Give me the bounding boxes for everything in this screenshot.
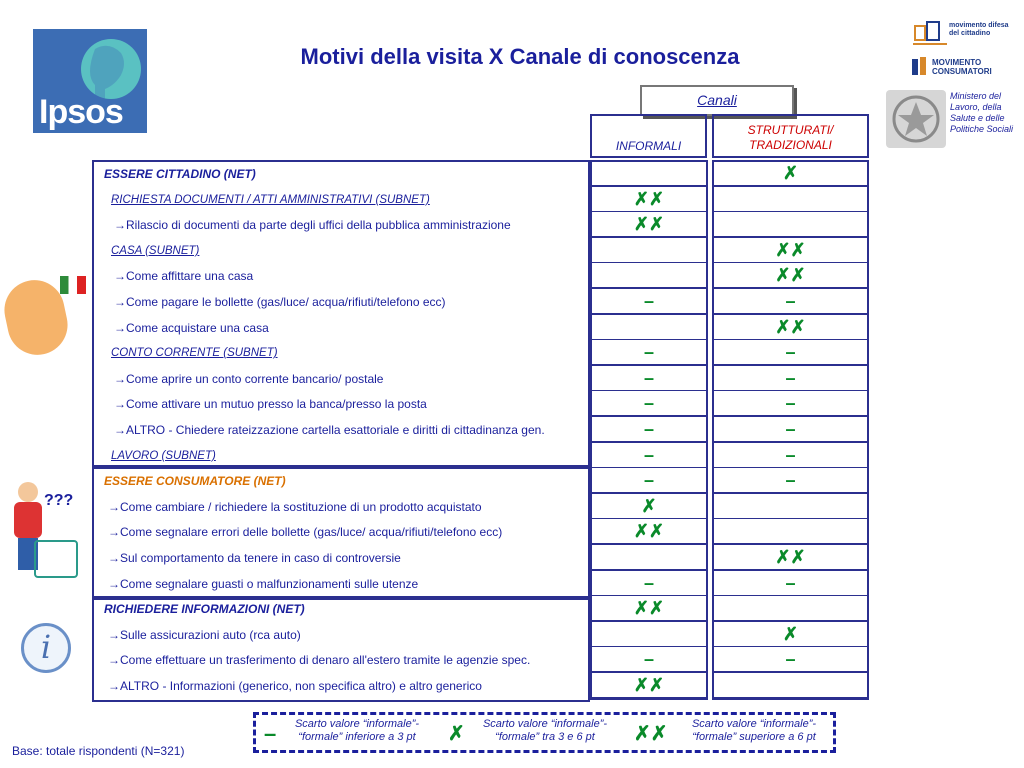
cell-informali — [591, 262, 707, 288]
row-label: →Come segnalare errori delle bollette (gas/luce/ acqua/rifiuti/telefono ecc) — [108, 525, 503, 539]
cell-informali: ✗ — [591, 493, 707, 519]
shopping-cart-icon — [34, 540, 78, 578]
partner-name-mdc: movimento difesa del cittadino — [949, 22, 1009, 37]
cell-strutturati: – — [713, 646, 868, 672]
row-label: ESSERE CONSUMATORE (NET) — [104, 474, 286, 488]
row-label: RICHIEDERE INFORMAZIONI (NET) — [104, 602, 305, 616]
cell-strutturati: – — [713, 390, 868, 416]
row-label: →Come pagare le bollette (gas/luce/ acqua/rifiuti/telefono ecc) — [114, 295, 446, 309]
row-label: →Come affittare una casa — [114, 269, 254, 283]
cell-informali: ✗✗ — [591, 672, 707, 698]
legend-dash-symbol: – — [264, 721, 277, 746]
ministry-name: Ministero del Lavoro, della Salute e delle Politiche Sociali — [950, 91, 1014, 134]
cell-strutturati — [713, 672, 868, 698]
legend — [253, 712, 836, 753]
row-label: →Come attivare un mutuo presso la banca/presso la posta — [114, 397, 427, 411]
cell-strutturati: – — [713, 416, 868, 442]
cell-informali: – — [591, 646, 707, 672]
cell-informali — [591, 544, 707, 570]
cell-informali: – — [591, 416, 707, 442]
cell-strutturati: ✗✗ — [713, 314, 868, 340]
row-label: →Come segnalare guasti o malfunzionamenti sulle utenze — [108, 577, 419, 591]
cell-strutturati: – — [713, 442, 868, 468]
cell-informali — [591, 621, 707, 647]
cell-informali — [591, 314, 707, 340]
page-title: Motivi della visita X Canale di conoscenza — [300, 44, 740, 69]
cell-informali: – — [591, 365, 707, 391]
cell-strutturati: ✗✗ — [713, 262, 868, 288]
cell-informali: ✗✗ — [591, 186, 707, 212]
cell-informali: ✗✗ — [591, 211, 707, 237]
mc-emblem-icon — [910, 55, 930, 79]
cell-informali — [591, 160, 707, 186]
info-icon: i — [21, 623, 71, 673]
column-header-strutturati: STRUTTURATI/ TRADIZIONALI — [712, 114, 869, 158]
mdc-emblem-icon — [913, 20, 947, 46]
cell-strutturati — [713, 493, 868, 519]
row-label: →Sul comportamento da tenere in caso di controversie — [108, 551, 401, 565]
partner-logo-mdc — [913, 20, 1013, 48]
cell-strutturati — [713, 186, 868, 212]
legend-double-x-symbol: ✗✗ — [634, 723, 668, 745]
column-header-informali: INFORMALI — [590, 114, 707, 158]
cell-informali: – — [591, 288, 707, 314]
cell-strutturati: ✗ — [713, 160, 868, 186]
cell-informali: – — [591, 390, 707, 416]
cell-informali: – — [591, 570, 707, 596]
row-label: →Come aprire un conto corrente bancario/ postale — [114, 372, 384, 386]
row-label: LAVORO (SUBNET) — [111, 450, 216, 462]
flag-icon — [60, 276, 86, 294]
cell-informali: ✗✗ — [591, 595, 707, 621]
ministry-emblem-icon — [886, 90, 946, 148]
cell-informali: ✗✗ — [591, 518, 707, 544]
row-label: →ALTRO - Chiedere rateizzazione cartella esattoriale e diritti di cittadinanza gen. — [114, 423, 545, 437]
legend-text-mid: Scarto valore “informale”- “formale” tra 3 e 6 pt — [482, 718, 608, 743]
partner-logo-mc — [910, 55, 1020, 81]
cell-informali: – — [591, 467, 707, 493]
question-marks: ??? — [44, 492, 74, 509]
canali-group-header: Canali — [640, 85, 794, 116]
cell-strutturati: ✗✗ — [713, 544, 868, 570]
legend-single-x-symbol: ✗ — [448, 723, 465, 745]
row-label: ESSERE CITTADINO (NET) — [104, 167, 256, 181]
row-label: RICHIESTA DOCUMENTI / ATTI AMMINISTRATIVI (SUBNET) — [111, 194, 430, 206]
row-label: →Rilascio di documenti da parte degli uffici della pubblica amministrazione — [114, 218, 511, 232]
cell-informali: – — [591, 339, 707, 365]
base-note: Base: totale rispondenti (N=321) — [12, 744, 185, 758]
row-label: →Sulle assicurazioni auto (rca auto) — [108, 628, 301, 642]
cell-strutturati — [713, 211, 868, 237]
legend-text-low: Scarto valore “informale”- “formale” inferiore a 3 pt — [294, 718, 420, 743]
row-label: →Come cambiare / richiedere la sostituzione di un prodotto acquistato — [108, 500, 482, 514]
cell-strutturati: – — [713, 467, 868, 493]
cell-strutturati: – — [713, 288, 868, 314]
row-label: →Come acquistare una casa — [114, 321, 269, 335]
partner-name-mc: MOVIMENTO CONSUMATORI — [932, 58, 992, 76]
cell-strutturati: ✗✗ — [713, 237, 868, 263]
cell-strutturati: – — [713, 570, 868, 596]
cell-strutturati: – — [713, 365, 868, 391]
cell-informali: – — [591, 442, 707, 468]
row-label: CASA (SUBNET) — [111, 245, 200, 257]
cell-strutturati — [713, 518, 868, 544]
cell-strutturati: – — [713, 339, 868, 365]
legend-text-high: Scarto valore “informale”- “formale” superiore a 6 pt — [691, 718, 817, 743]
cell-strutturati: ✗ — [713, 621, 868, 647]
row-label: →ALTRO - Informazioni (generico, non specifica altro) e altro generico — [108, 679, 482, 693]
cell-informali — [591, 237, 707, 263]
ipsos-logo — [33, 29, 147, 133]
cell-strutturati — [713, 595, 868, 621]
star-emblem-icon — [886, 90, 946, 148]
ipsos-wordmark: Ipsos — [39, 93, 123, 131]
row-label: →Come effettuare un trasferimento di denaro all'estero tramite le agenzie spec. — [108, 653, 531, 667]
row-label: CONTO CORRENTE (SUBNET) — [111, 347, 278, 359]
